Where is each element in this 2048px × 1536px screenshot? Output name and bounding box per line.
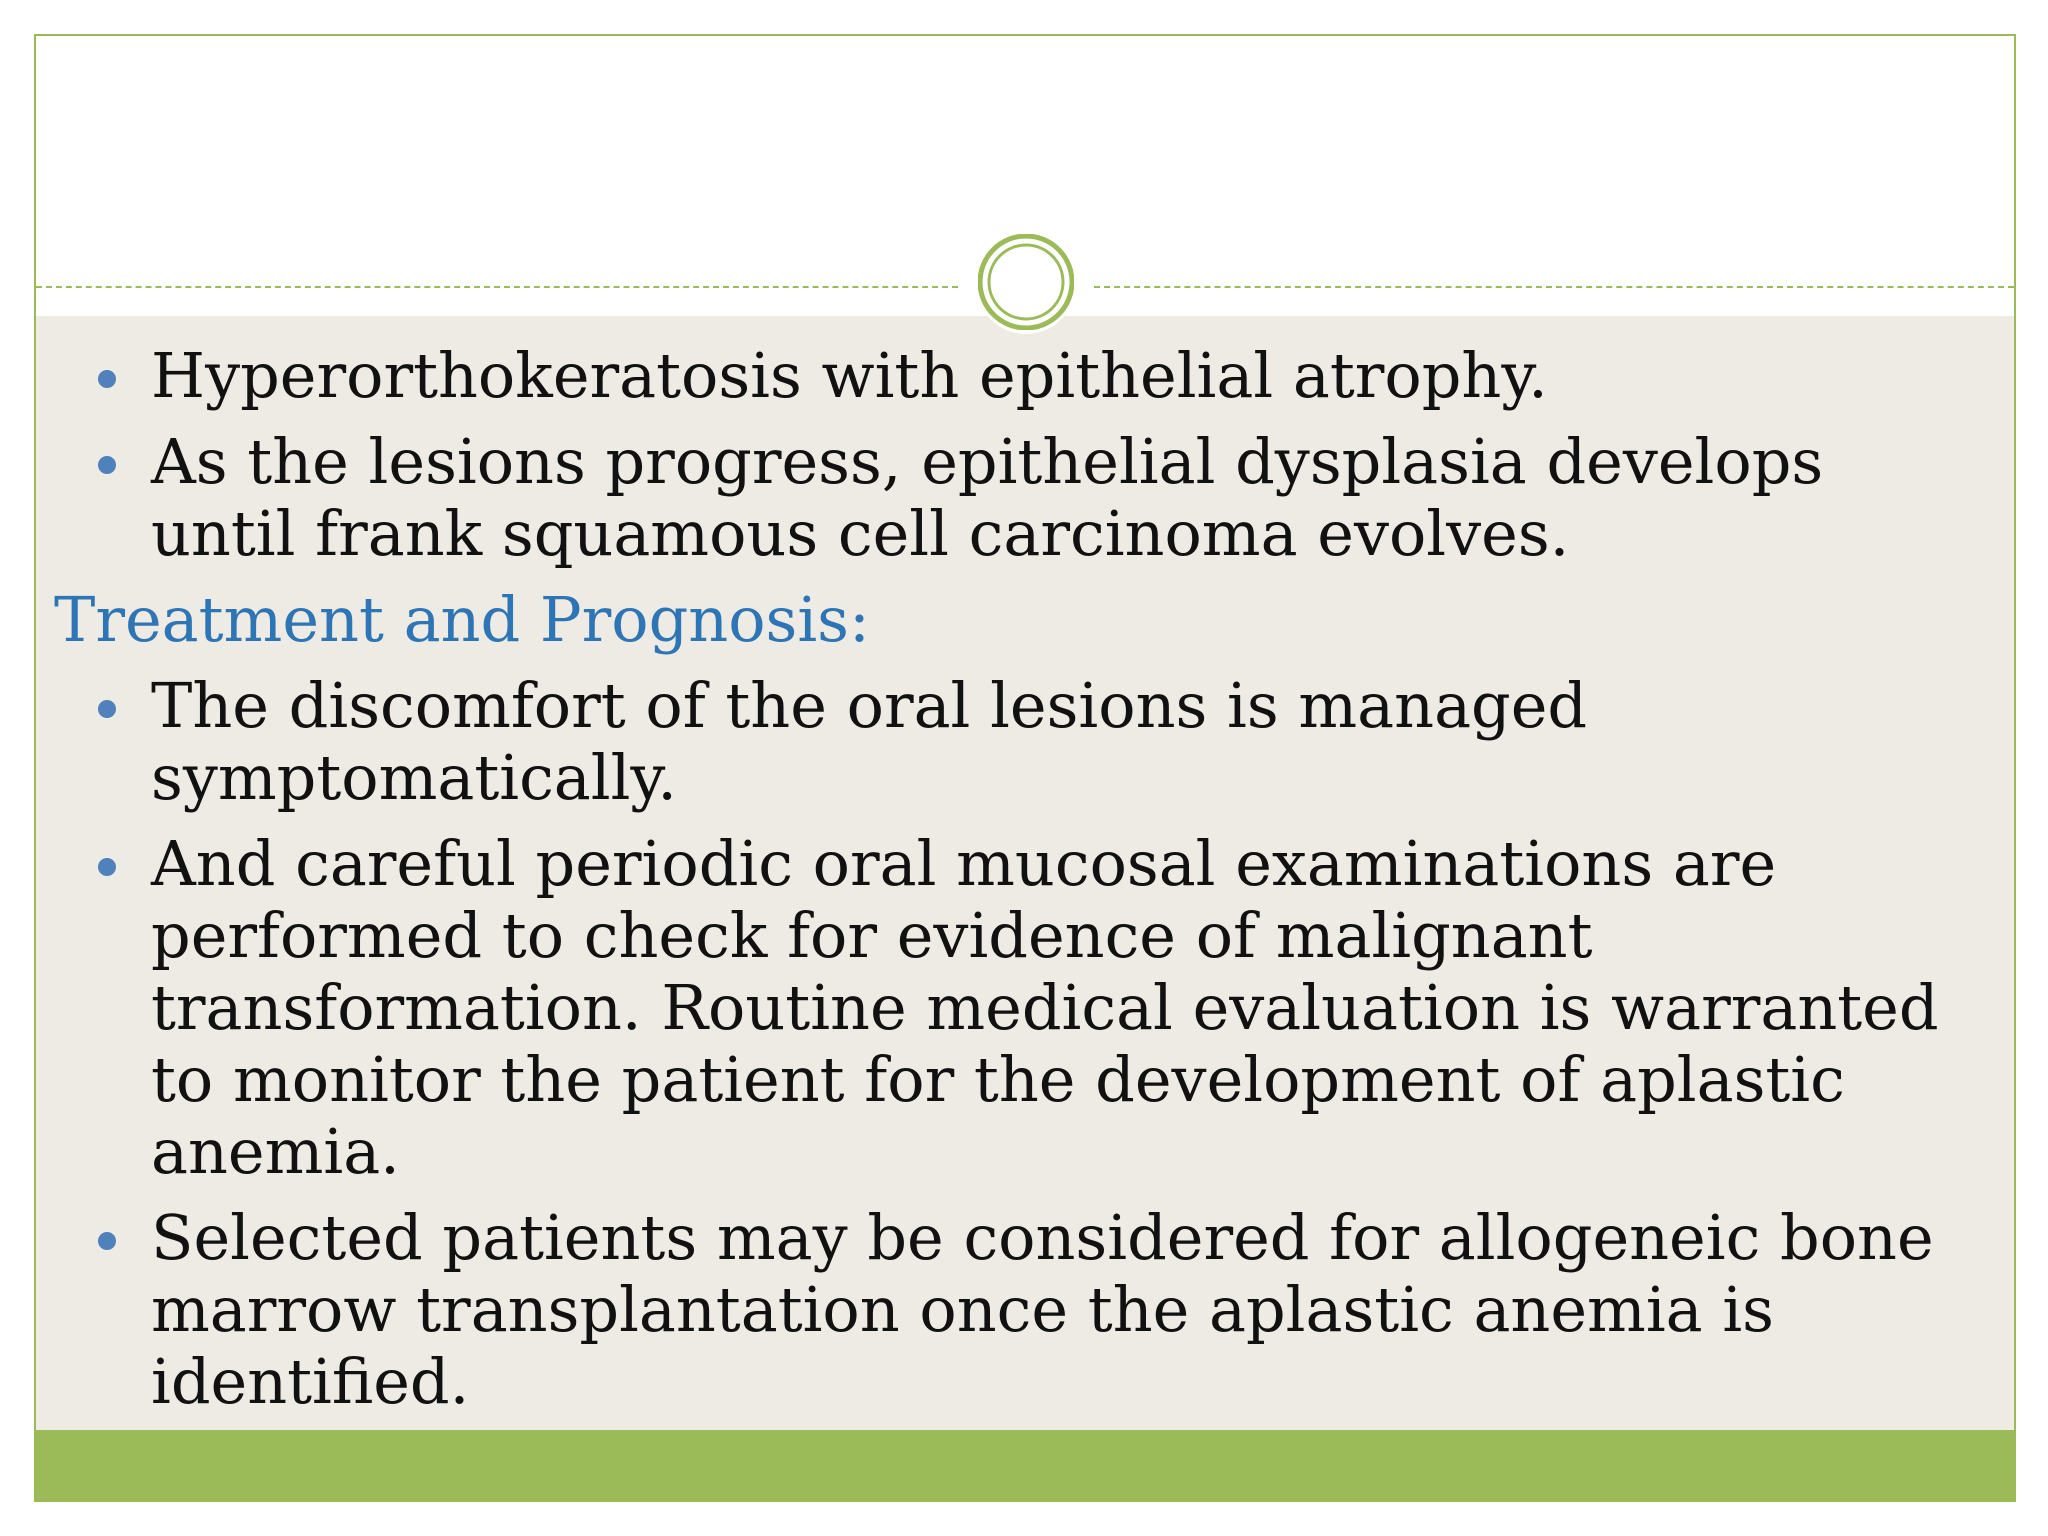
bullet-item [54,670,1974,814]
slide-body [54,340,1974,1432]
bullet-item [54,828,1974,1188]
divider-line-right [1094,286,2014,288]
bullet-item [54,340,1974,412]
bullet-text: Selected patients may be considered for allogeneic bone marrow transplantation once the aplastic anemia is identified. [151,1201,1934,1418]
bullet-dot-icon [98,1232,116,1250]
divider-line-left [36,286,958,288]
bullet-dot-icon [98,370,116,388]
bullet-dot-icon [98,456,116,474]
bullet-item [54,1202,1974,1418]
bullet-dot-icon [98,858,116,876]
bullet-item [54,426,1974,570]
bullet-text: And careful periodic oral mucosal examinations are performed to check for evidence of malignant transformation. Routine medical evaluation is warranted to monitor the patient for the development of aplastic anemia. [151,827,1939,1188]
bullet-text: Hyperorthokeratosis with epithelial atrophy. [151,339,1548,412]
bullet-text: As the lesions progress, epithelial dysplasia develops until frank squamous cell carcinoma evolves. [151,425,1824,570]
bullet-text: The discomfort of the oral lesions is managed symptomatically. [151,669,1588,814]
section-heading: Treatment and Prognosis: [54,583,870,656]
double-circle-icon [978,234,1074,330]
bottom-accent-bar [36,1430,2014,1500]
bullet-dot-icon [98,700,116,718]
